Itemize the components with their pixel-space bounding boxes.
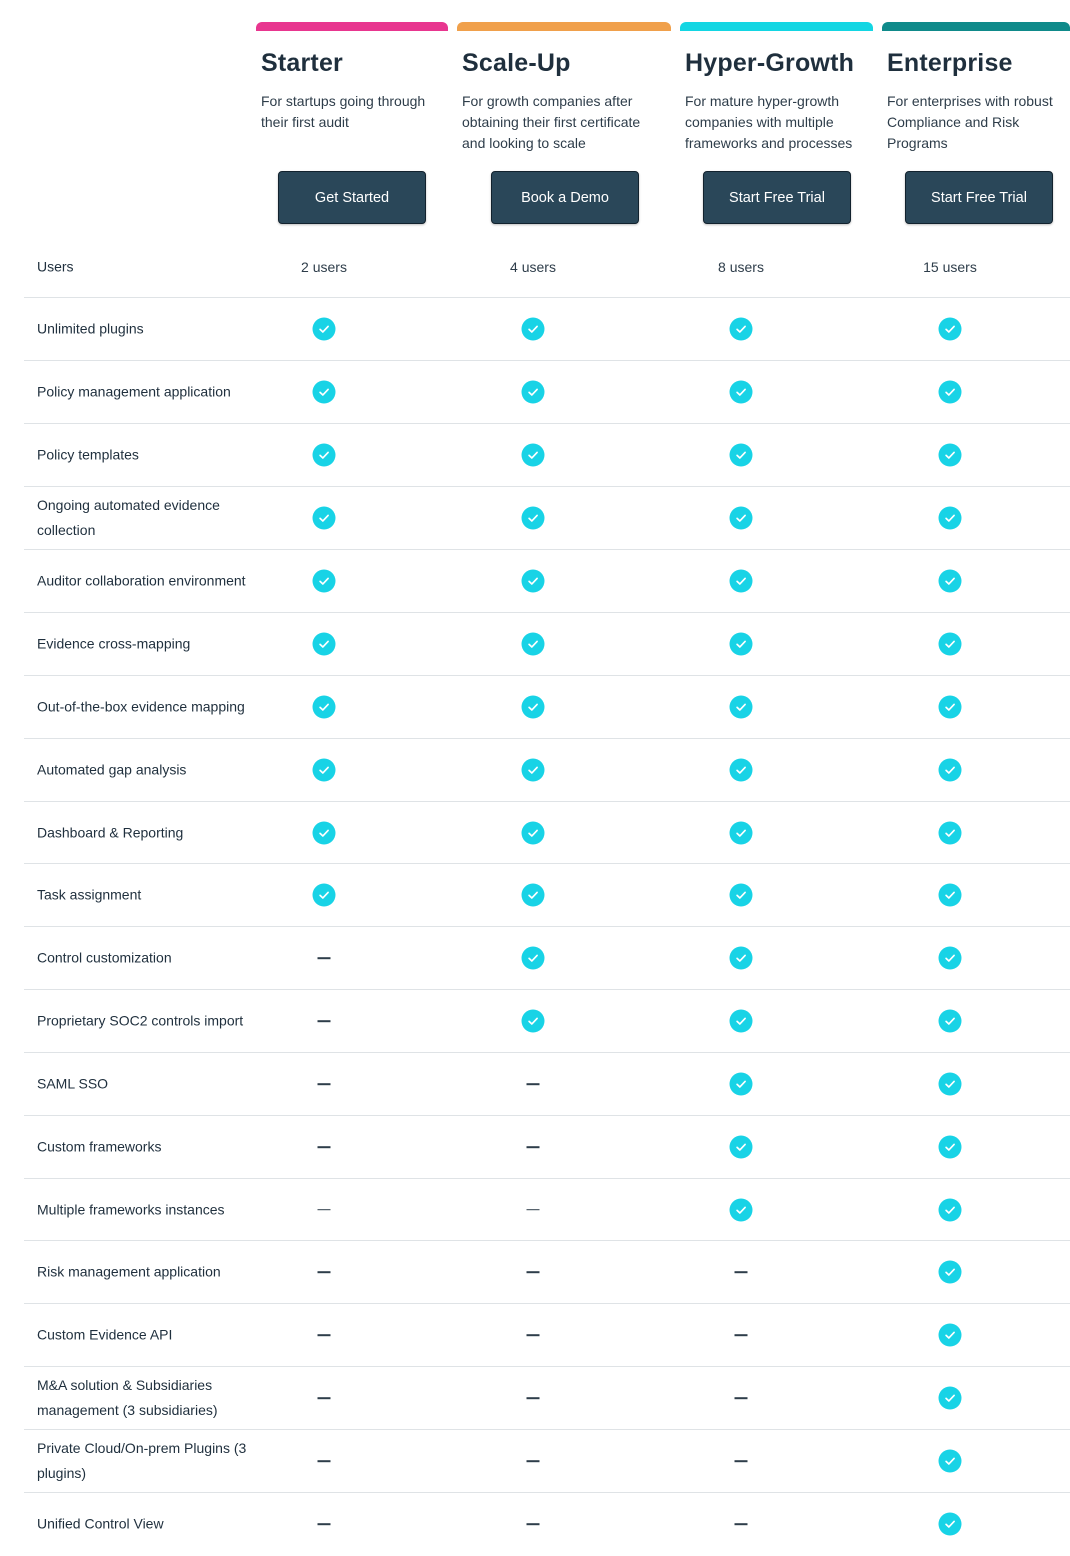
feature-label: Auditor collaboration environment [37, 572, 246, 589]
user-count: 15 users [923, 258, 977, 275]
check-icon [939, 381, 962, 404]
check-circle [313, 570, 336, 593]
plan-scale-up [457, 22, 671, 237]
check-circle [939, 1450, 962, 1473]
table-row [24, 487, 1070, 550]
check-icon [522, 947, 545, 970]
dash-icon [735, 1334, 748, 1336]
dash-icon [735, 1397, 748, 1399]
dash-mark [527, 1146, 540, 1148]
plan-description-line: For enterprises with robust [887, 93, 1053, 109]
check-circle [313, 444, 336, 467]
table-row [24, 802, 1070, 864]
user-count: 8 users [718, 258, 764, 275]
dash-icon [527, 1334, 540, 1336]
dash-mark [527, 1209, 540, 1211]
dash-mark [318, 1271, 331, 1273]
check-circle [939, 821, 962, 844]
plan-starter [256, 22, 448, 237]
feature-label: Multiple frameworks instances [37, 1201, 225, 1217]
feature-label: Unlimited plugins [37, 320, 144, 337]
check-circle [939, 1073, 962, 1096]
table-row [24, 424, 1070, 487]
dash-icon [735, 1460, 748, 1462]
check-icon [522, 821, 545, 844]
dash-icon [318, 1083, 331, 1085]
start-free-trial-button[interactable]: Start Free Trial [703, 171, 851, 224]
check-icon [730, 1136, 753, 1159]
table-row [24, 361, 1070, 424]
table-row [24, 613, 1070, 676]
check-circle [939, 444, 962, 467]
dash-mark [735, 1334, 748, 1336]
check-icon [939, 507, 962, 530]
check-circle [730, 318, 753, 341]
check-icon [730, 570, 753, 593]
check-icon [939, 821, 962, 844]
plan-description [887, 91, 1053, 154]
check-circle [939, 759, 962, 782]
dash-icon [527, 1271, 540, 1273]
dash-mark [318, 1020, 331, 1022]
table-row [24, 550, 1070, 613]
check-icon [730, 507, 753, 530]
dash-icon [318, 957, 331, 959]
feature-label: Out-of-the-box evidence mapping [37, 698, 245, 715]
check-circle [522, 696, 545, 719]
table-row [24, 1493, 1070, 1555]
table-row [24, 1116, 1070, 1179]
plan-name: Starter [261, 49, 343, 77]
check-icon [730, 947, 753, 970]
table-row [24, 1179, 1070, 1241]
check-circle [313, 633, 336, 656]
table-row [24, 236, 1070, 298]
check-circle [313, 821, 336, 844]
feature-label: Control customization [37, 949, 172, 966]
feature-label: Policy templates [37, 446, 139, 463]
check-circle [939, 1387, 962, 1410]
feature-label: M&A solution & Subsidiaries management (3 subsidiaries) [37, 1377, 218, 1418]
dash-mark [735, 1271, 748, 1273]
check-circle [939, 1324, 962, 1347]
check-icon [939, 1513, 962, 1536]
table-row [24, 676, 1070, 739]
check-icon [939, 633, 962, 656]
feature-label: Custom Evidence API [37, 1326, 173, 1343]
dash-icon [527, 1083, 540, 1085]
check-circle [730, 696, 753, 719]
dash-icon [318, 1523, 331, 1525]
check-icon [939, 1324, 962, 1347]
check-circle [730, 1010, 753, 1033]
check-circle [730, 507, 753, 530]
table-row [24, 1241, 1070, 1304]
dash-icon [527, 1146, 540, 1148]
check-circle [730, 633, 753, 656]
check-icon [522, 633, 545, 656]
check-circle [730, 570, 753, 593]
start-free-trial-button[interactable]: Start Free Trial [905, 171, 1053, 224]
table-row [24, 990, 1070, 1053]
check-circle [939, 633, 962, 656]
check-icon [522, 884, 545, 907]
check-icon [313, 381, 336, 404]
check-icon [522, 570, 545, 593]
feature-label: Ongoing automated evidence collection [37, 497, 220, 538]
plan-description-line: and looking to scale [462, 135, 586, 151]
check-icon [730, 821, 753, 844]
check-icon [522, 507, 545, 530]
check-circle [313, 884, 336, 907]
check-circle [939, 1010, 962, 1033]
dash-mark [318, 957, 331, 959]
dash-mark [318, 1209, 331, 1211]
check-icon [939, 1136, 962, 1159]
plan-description-line: companies with multiple [685, 114, 834, 130]
table-row [24, 1053, 1070, 1116]
check-icon [730, 696, 753, 719]
table-row [24, 739, 1070, 802]
check-icon [313, 696, 336, 719]
dash-icon [527, 1209, 540, 1211]
plan-enterprise [882, 22, 1070, 237]
dash-icon [318, 1209, 331, 1211]
feature-label: Private Cloud/On-prem Plugins (3 plugins) [37, 1440, 247, 1481]
plan-description-line: For mature hyper-growth [685, 93, 840, 109]
check-circle [522, 947, 545, 970]
plan-description-line: frameworks and processes [685, 135, 853, 151]
feature-label: Custom frameworks [37, 1138, 162, 1155]
plan-description-line: Compliance and Risk [887, 114, 1020, 130]
table-row [24, 1367, 1070, 1430]
check-circle [522, 381, 545, 404]
plan-description-line: For startups going through [261, 93, 426, 109]
check-icon [939, 759, 962, 782]
check-circle [522, 821, 545, 844]
dash-mark [527, 1334, 540, 1336]
check-circle [730, 947, 753, 970]
check-icon [730, 633, 753, 656]
check-circle [939, 381, 962, 404]
user-count: 2 users [301, 258, 347, 275]
dash-mark [527, 1271, 540, 1273]
check-icon [522, 444, 545, 467]
dash-icon [318, 1271, 331, 1273]
check-icon [313, 444, 336, 467]
check-icon [939, 947, 962, 970]
check-circle [313, 507, 336, 530]
check-icon [313, 318, 336, 341]
check-icon [939, 884, 962, 907]
feature-comparison-table [24, 236, 1070, 1555]
dash-mark [318, 1334, 331, 1336]
check-icon [939, 318, 962, 341]
check-icon [313, 570, 336, 593]
check-icon [313, 633, 336, 656]
check-icon [939, 1198, 962, 1221]
check-icon [522, 759, 545, 782]
check-circle [730, 884, 753, 907]
feature-label: Evidence cross-mapping [37, 635, 191, 652]
check-circle [313, 318, 336, 341]
check-circle [730, 381, 753, 404]
check-icon [939, 1450, 962, 1473]
dash-mark [527, 1083, 540, 1085]
dash-icon [318, 1460, 331, 1462]
plan-name: Hyper-Growth [685, 49, 855, 77]
check-icon [522, 1010, 545, 1033]
check-circle [730, 1198, 753, 1221]
check-icon [939, 444, 962, 467]
feature-label: Task assignment [37, 886, 142, 903]
check-circle [522, 570, 545, 593]
check-circle [939, 318, 962, 341]
feature-label: Risk management application [37, 1263, 221, 1280]
check-circle [522, 507, 545, 530]
check-icon [730, 1198, 753, 1221]
dash-mark [318, 1083, 331, 1085]
table-row [24, 864, 1070, 927]
check-circle [939, 947, 962, 970]
check-circle [939, 696, 962, 719]
check-icon [730, 381, 753, 404]
plan-description [462, 91, 640, 154]
plan-accent-bar [457, 22, 671, 31]
plan-hyper-growth [680, 22, 873, 237]
check-icon [730, 1073, 753, 1096]
check-circle [522, 444, 545, 467]
dash-mark [318, 1523, 331, 1525]
dash-mark [318, 1397, 331, 1399]
dash-mark [735, 1460, 748, 1462]
check-icon [939, 1261, 962, 1284]
table-row [24, 298, 1070, 361]
dash-mark [318, 1146, 331, 1148]
check-circle [522, 884, 545, 907]
check-icon [313, 759, 336, 782]
check-circle [313, 381, 336, 404]
check-circle [730, 1136, 753, 1159]
feature-label: Users [37, 258, 74, 274]
check-circle [939, 1261, 962, 1284]
dash-mark [527, 1397, 540, 1399]
check-circle [730, 1073, 753, 1096]
plan-accent-bar [680, 22, 873, 31]
feature-label: Unified Control View [37, 1515, 164, 1532]
feature-label: Automated gap analysis [37, 761, 187, 778]
check-circle [730, 821, 753, 844]
dash-mark [735, 1397, 748, 1399]
check-circle [522, 759, 545, 782]
check-icon [939, 1010, 962, 1033]
dash-icon [527, 1460, 540, 1462]
plan-description-line: Programs [887, 135, 948, 151]
check-icon [730, 318, 753, 341]
check-icon [939, 1387, 962, 1410]
check-icon [522, 696, 545, 719]
plan-name: Scale-Up [462, 49, 571, 77]
plan-accent-bar [882, 22, 1070, 31]
plan-description-line: For growth companies after [462, 93, 633, 109]
user-count: 4 users [510, 258, 556, 275]
dash-icon [527, 1397, 540, 1399]
dash-icon [527, 1523, 540, 1525]
check-circle [522, 318, 545, 341]
table-row [24, 927, 1070, 990]
check-circle [730, 444, 753, 467]
dash-icon [735, 1523, 748, 1525]
plan-description-line: obtaining their first certificate [462, 114, 641, 130]
check-icon [730, 444, 753, 467]
plan-description [261, 91, 425, 133]
check-icon [313, 507, 336, 530]
feature-label: SAML SSO [37, 1075, 109, 1092]
check-icon [730, 759, 753, 782]
check-circle [313, 696, 336, 719]
dash-mark [527, 1460, 540, 1462]
check-circle [522, 633, 545, 656]
check-circle [939, 884, 962, 907]
plan-description [685, 91, 852, 154]
check-circle [939, 507, 962, 530]
plan-accent-bar [256, 22, 448, 31]
feature-label: Dashboard & Reporting [37, 824, 184, 840]
feature-label: Policy management application [37, 383, 231, 400]
check-circle [939, 1513, 962, 1536]
check-icon [313, 821, 336, 844]
dash-icon [735, 1271, 748, 1273]
check-circle [939, 1136, 962, 1159]
feature-label: Proprietary SOC2 controls import [37, 1012, 244, 1029]
table-row [24, 1304, 1070, 1367]
check-icon [939, 1073, 962, 1096]
dash-icon [318, 1397, 331, 1399]
check-icon [730, 884, 753, 907]
dash-icon [318, 1020, 331, 1022]
dash-icon [318, 1146, 331, 1148]
plan-headers [0, 0, 1070, 240]
plan-name: Enterprise [887, 49, 1013, 77]
check-icon [313, 884, 336, 907]
dash-mark [527, 1523, 540, 1525]
dash-icon [318, 1334, 331, 1336]
check-icon [522, 381, 545, 404]
check-icon [522, 318, 545, 341]
check-icon [730, 1010, 753, 1033]
check-circle [522, 1010, 545, 1033]
check-circle [939, 1198, 962, 1221]
plan-description-line: their first audit [261, 114, 349, 130]
table-row [24, 1430, 1070, 1493]
dash-mark [318, 1460, 331, 1462]
check-circle [730, 759, 753, 782]
check-icon [939, 570, 962, 593]
check-circle [313, 759, 336, 782]
dash-mark [735, 1523, 748, 1525]
get-started-button[interactable]: Get Started [278, 171, 426, 224]
book-a-demo-button[interactable]: Book a Demo [491, 171, 639, 224]
check-circle [939, 570, 962, 593]
check-icon [939, 696, 962, 719]
